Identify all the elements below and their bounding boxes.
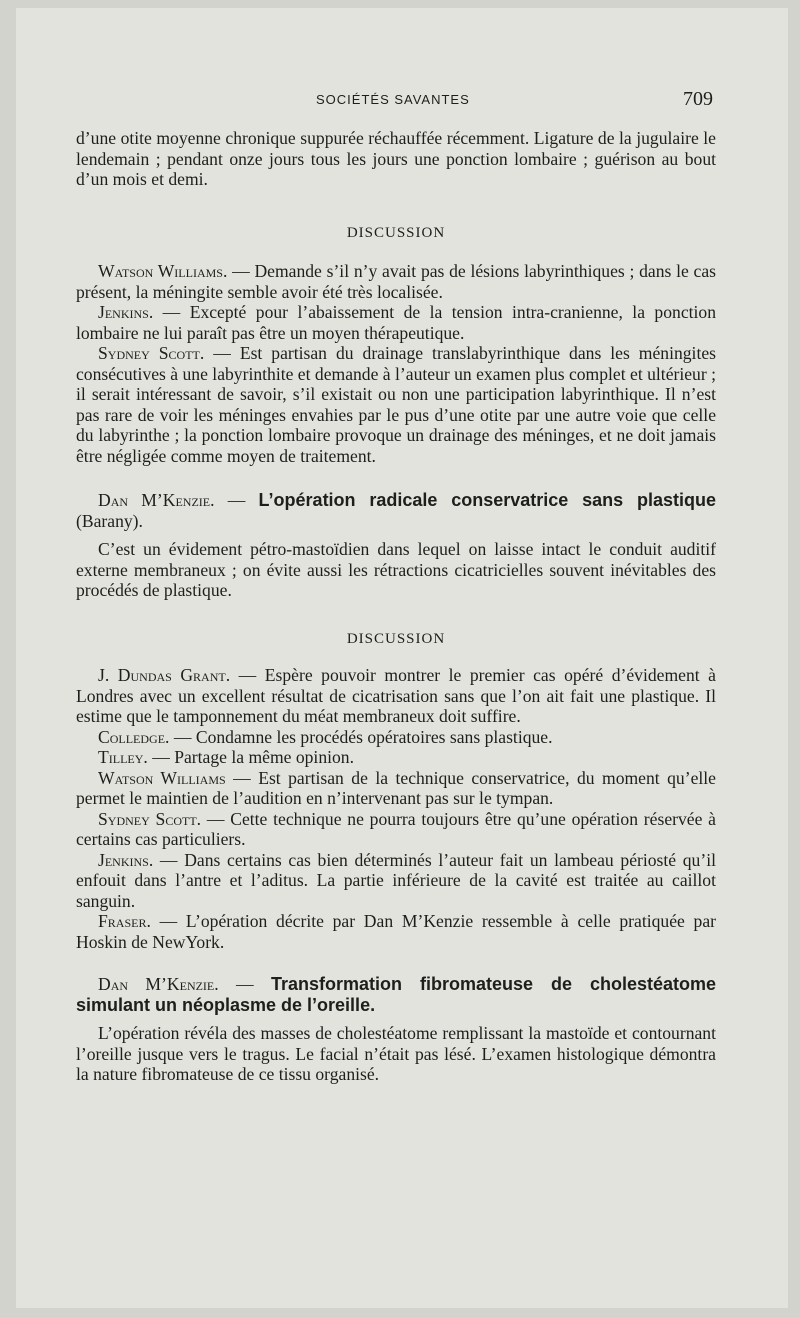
discussion-entry (76, 768, 716, 809)
speaker-name: Jenkins. (98, 302, 154, 322)
speaker-remark: — Est partisan du drainage translabyrinthique dans les méningites consécutives à une labyrinthite et demande à l’auteur un examen plus complet et ultérieur ; il serait intéressant de savoir, s’il existait ou non une participation labyrinthique. Il n’est pas rare de voir les méninges envahies par le pus d’une otite par une autre voie que celle du labyrinthe ; la ponction lombaire provoque un drainage des méninges, et ne doit jamais être négligée comme moyen de traitement. (76, 343, 716, 466)
communication-title (76, 974, 716, 1015)
discussion-entry (76, 727, 716, 748)
speaker-remark: — Espère pouvoir montrer le premier cas opéré d’évidement à Londres avec un excellent résultat de cicatrisation sans que l’on ait fait une plastique. Il estime que le tamponnement du méat membraneux doit suffire. (76, 665, 716, 726)
author-name: Dan M’Kenzie. (98, 490, 215, 510)
speaker-remark: — Est partisan de la technique conservatrice, du moment qu’elle permet le maintien de l’audition en n’intervenant pas sur le tympan. (76, 767, 716, 808)
speaker-name: Tilley. (98, 747, 148, 767)
communication-title (76, 490, 716, 531)
discussion-entry (76, 302, 716, 343)
discussion-entry (76, 665, 716, 727)
page-number: 709 (683, 88, 713, 110)
article-body (76, 128, 716, 1085)
discussion-entry (76, 911, 716, 952)
speaker-name: Jenkins. (98, 849, 154, 870)
title-separator: — (218, 974, 271, 994)
discussion-entry (76, 261, 716, 302)
title-separator: — (214, 490, 259, 510)
speaker-name: Sydney Scott. (98, 343, 205, 363)
discussion-heading: DISCUSSION (346, 224, 446, 241)
author-name: Dan M’Kenzie. (98, 974, 219, 994)
speaker-remark: — Condamne les procédés opératoires sans plastique. (169, 726, 553, 747)
speaker-name: Fraser. (98, 911, 151, 931)
paragraph: C’est un évidement pétro-mastoïdien dans lequel on laisse intact le conduit auditif externe membraneux ; on évite aussi les rétractions cicatricielles souvent inévitables des procédés de plastique. (76, 539, 716, 600)
speaker-name: Sydney Scott. (98, 808, 202, 829)
discussion-heading: DISCUSSION (346, 630, 446, 647)
speaker-name: Watson Williams (98, 767, 226, 788)
discussion-entry (76, 850, 716, 912)
speaker-remark: — L’opération décrite par Dan M’Kenzie ressemble à celle pratiquée par Hoskin de NewYork. (76, 911, 716, 952)
speaker-remark: — Dans certains cas bien déterminés l’auteur fait un lambeau périosté qu’il enfouit dans l’antre et l’aditus. La partie inférieure de la cavité est traitée au caillot sanguin. (76, 849, 716, 911)
running-head: SOCIÉTÉS SAVANTES (316, 92, 470, 107)
speaker-remark: — Demande s’il n’y avait pas de lésions labyrinthiques ; dans le cas présent, la méningite semble avoir été très localisée. (76, 261, 716, 302)
communication-title-text: Transformation fibromateuse de cholestéatome simulant un néoplasme de l’oreille. (76, 974, 716, 1015)
speaker-remark: — Excepté pour l’abaissement de la tension intra-cranienne, la ponction lombaire ne lui paraît pas être un moyen thérapeutique. (76, 302, 716, 343)
speaker-remark: — Partage la même opinion. (147, 747, 354, 767)
title-suffix: (Barany). (76, 510, 143, 531)
speaker-name: J. Dundas Grant. (98, 665, 231, 685)
speaker-name: Watson Williams. (98, 261, 228, 281)
discussion-entry (76, 747, 716, 768)
paragraph-continuation: d’une otite moyenne chronique suppurée réchauffée récemment. Ligature de la jugulaire le lendemain ; pendant onze jours tous les jours une ponction lombaire ; guérison au bout d’un mois et demi. (76, 128, 716, 189)
speaker-remark: — Cette technique ne pourra toujours être qu’une opération réservée à certains cas particuliers. (76, 808, 716, 849)
paragraph: L’opération révéla des masses de cholestéatome remplissant la mastoïde et contournant l’oreille jusque vers le tragus. Le facial n’était pas lésé. L’examen histologique démontra la nature fibromateuse de ce tissu organisé. (76, 1023, 716, 1084)
page-header (0, 88, 800, 112)
discussion-entry (76, 343, 716, 466)
discussion-entry (76, 809, 716, 850)
speaker-name: Colledge. (98, 726, 170, 747)
communication-title-text: L’opération radicale conservatrice sans plastique (258, 490, 716, 510)
